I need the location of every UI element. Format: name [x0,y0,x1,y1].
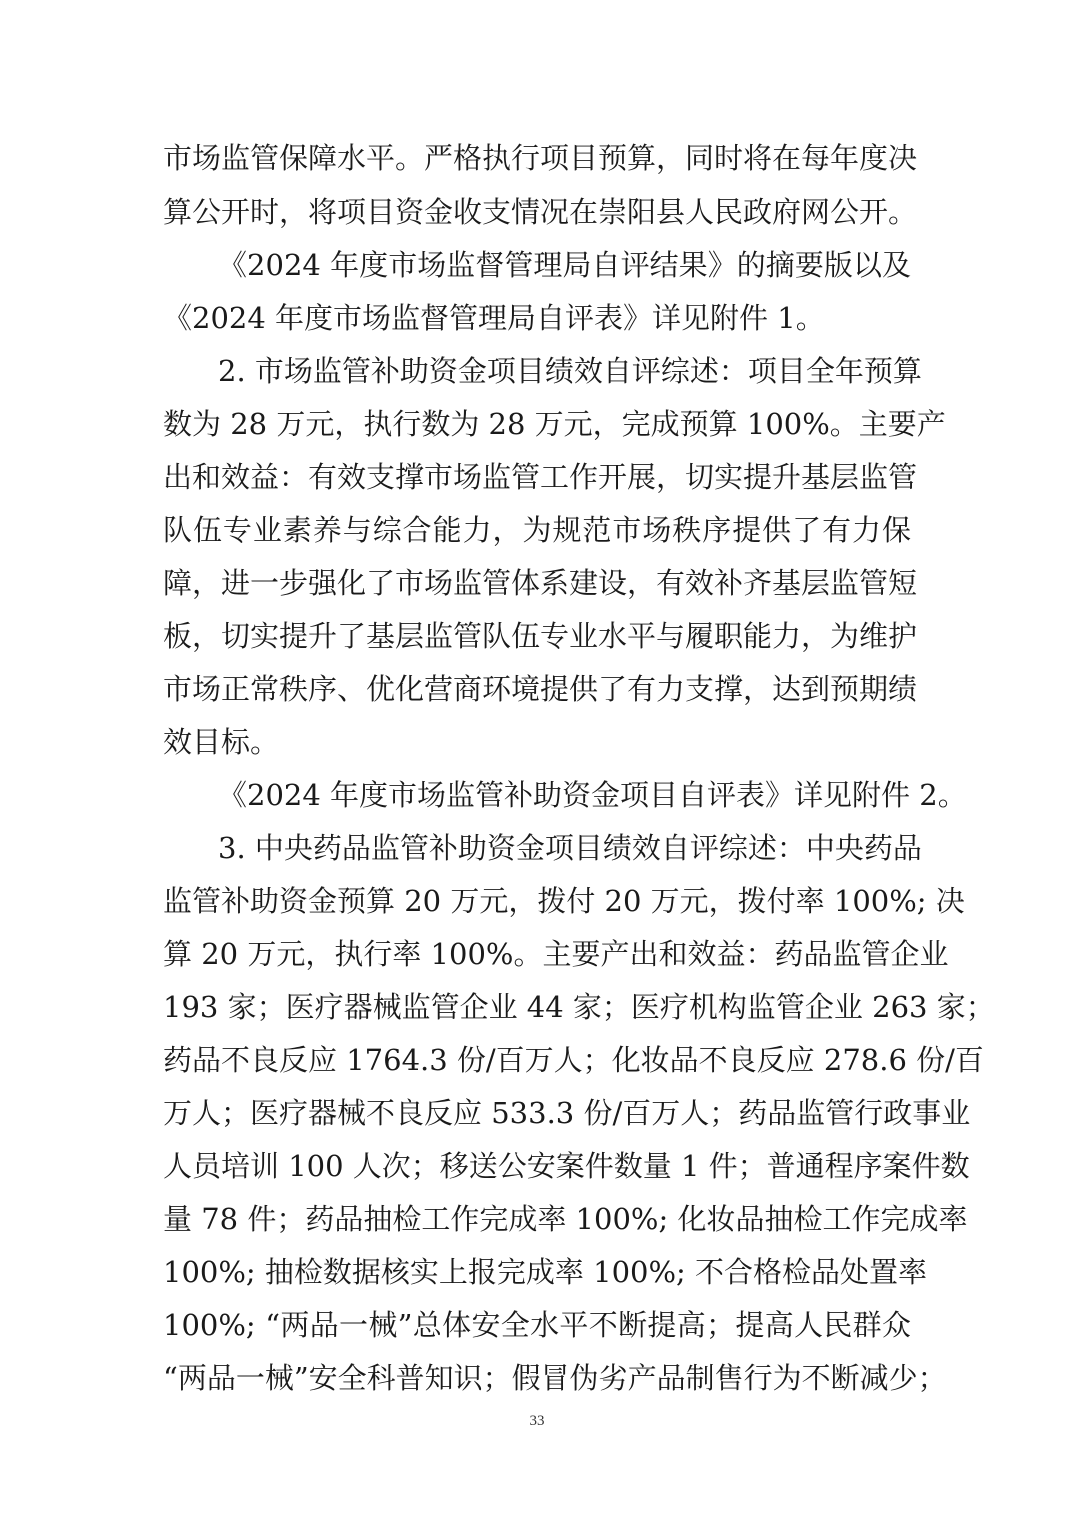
text-line-13: 《2024 年度市场监管补助资金项目自评表》详见附件 2。 [218,778,967,812]
text-line-1: 市场监管保障水平。严格执行项目预算，同时将在每年度决 [163,141,918,175]
text-line-15: 监管补助资金预算 20 万元，拨付 20 万元，拨付率 100%; 决 [163,884,965,918]
text-line-7: 出和效益：有效支撑市场监管工作开展，切实提升基层监管 [163,460,918,494]
page-number: 33 [529,1413,545,1429]
text-line-22: 100%; 抽检数据核实上报完成率 100%; 不合格检品处置率 [163,1255,928,1289]
text-line-14: 3. 中央药品监管补助资金项目绩效自评综述：中央药品 [218,831,922,865]
text-line-9: 障，进一步强化了市场监管体系建设，有效补齐基层监管短 [163,566,918,600]
text-line-4: 《2024 年度市场监督管理局自评表》详见附件 1。 [163,301,825,335]
text-line-11: 市场正常秩序、优化营商环境提供了有力支撑，达到预期绩 [163,672,918,706]
text-line-24: “两品一械”安全科普知识；假冒伪劣产品制售行为不断减少； [163,1361,947,1395]
text-line-21: 量 78 件；药品抽检工作完成率 100%; 化妆品抽检工作完成率 [163,1202,968,1236]
text-line-20: 人员培训 100 人次；移送公安案件数量 1 件；普通程序案件数 [163,1149,970,1183]
text-line-10: 板，切实提升了基层监管队伍专业水平与履职能力，为维护 [163,619,918,653]
text-line-5: 2. 市场监管补助资金项目绩效自评综述：项目全年预算 [218,354,922,388]
text-line-16: 算 20 万元，执行率 100%。主要产出和效益：药品监管企业 [163,937,949,971]
text-line-17: 193 家；医疗器械监管企业 44 家；医疗机构监管企业 263 家； [163,990,995,1024]
text-line-3: 《2024 年度市场监督管理局自评结果》的摘要版以及 [218,248,911,282]
text-line-12: 效目标。 [163,725,280,759]
text-line-8: 队伍专业素养与综合能力，为规范市场秩序提供了有力保 [163,513,911,547]
text-line-23: 100%; “两品一械”总体安全水平不断提高；提高人民群众 [163,1308,911,1342]
text-line-6: 数为 28 万元，执行数为 28 万元，完成预算 100%。主要产 [163,407,946,441]
text-line-2: 算公开时，将项目资金收支情况在崇阳县人民政府网公开。 [163,195,918,229]
text-line-19: 万人；医疗器械不良反应 533.3 份/百万人；药品监管行政事业 [163,1096,971,1130]
text-line-18: 药品不良反应 1764.3 份/百万人；化妆品不良反应 278.6 份/百 [163,1043,984,1077]
